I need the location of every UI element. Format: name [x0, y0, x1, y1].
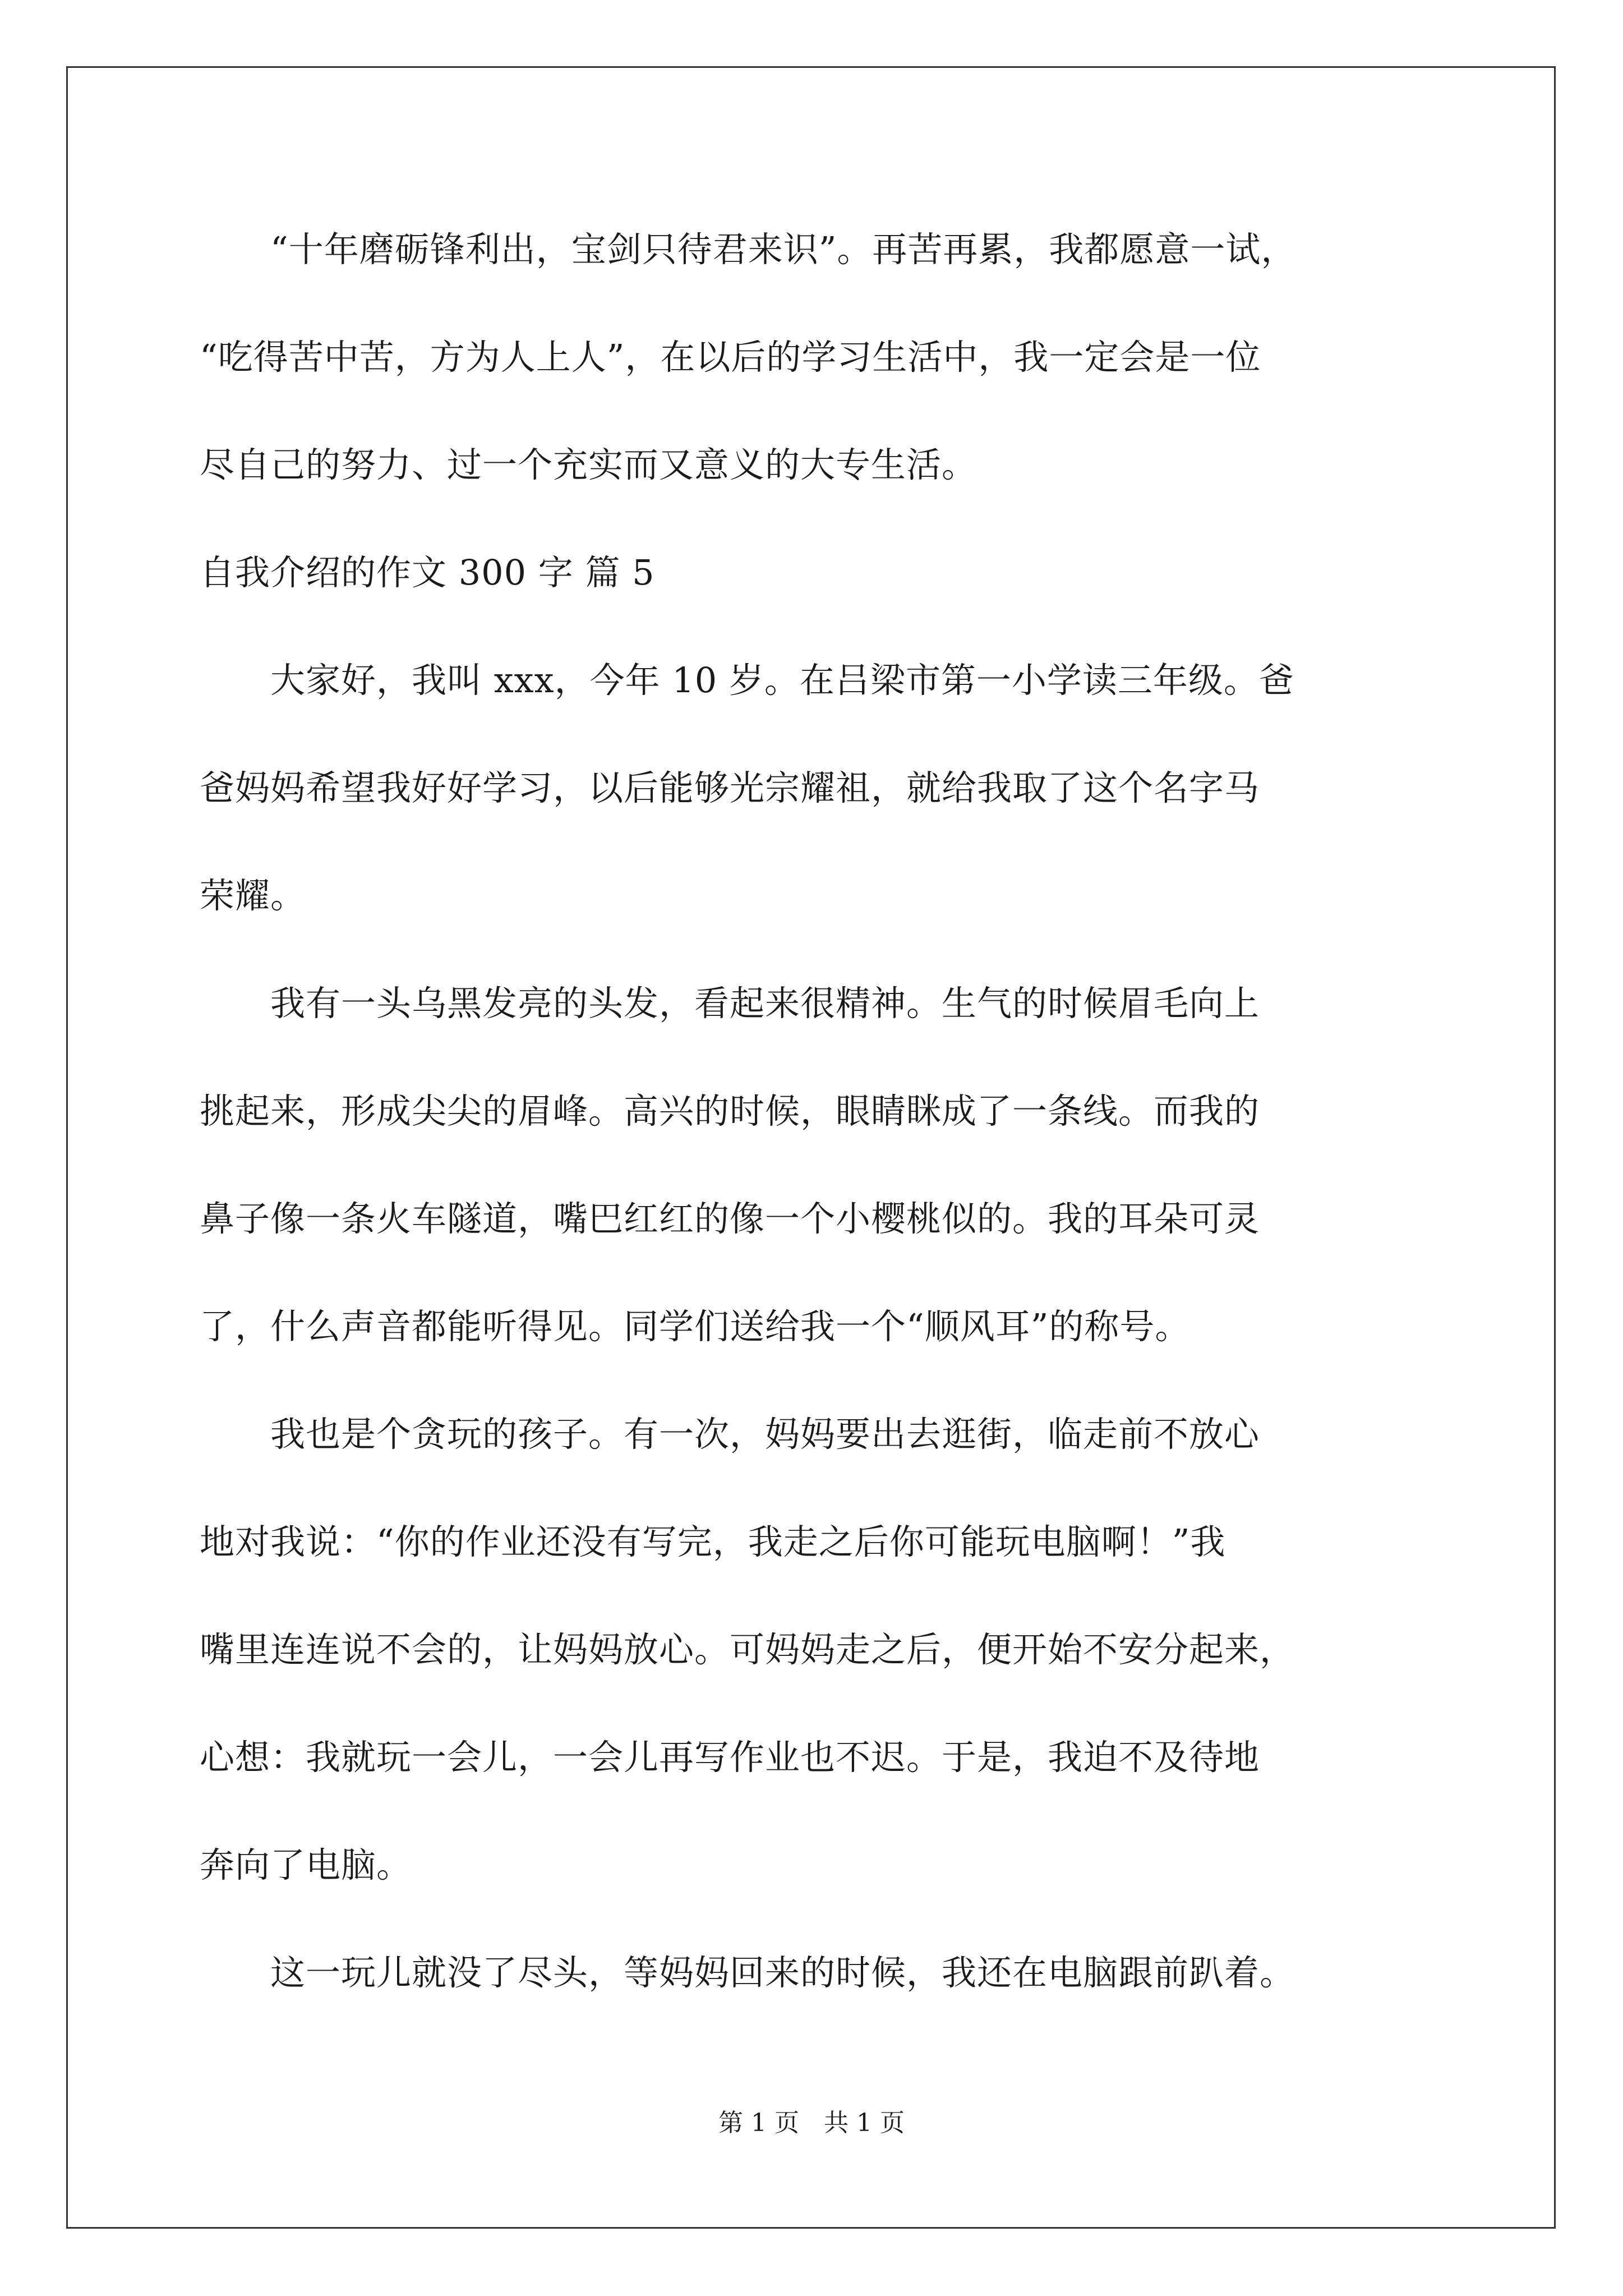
paragraph-line: 我也是个贪玩的孩子。有一次，妈妈要出去逛街，临走前不放心 [200, 1414, 1260, 1455]
paragraph-line: 尽自己的努力、过一个充实而又意义的大专生活。 [200, 444, 978, 485]
page-number-footer: 第 1 页 共 1 页 [718, 2109, 905, 2137]
paragraph-line: 心想：我就玩一会儿，一会儿再写作业也不迟。于是，我迫不及待地 [200, 1737, 1260, 1778]
paragraph-line: 鼻子像一条火车隧道，嘴巴红红的像一个小樱桃似的。我的耳朵可灵 [200, 1198, 1260, 1239]
paragraph-line: 这一玩儿就没了尽头，等妈妈回来的时候，我还在电脑跟前趴着。 [200, 1952, 1295, 1993]
paragraph-line: 嘴里连连说不会的，让妈妈放心。可妈妈走之后，便开始不安分起来， [200, 1629, 1295, 1670]
paragraph-line: 爸妈妈希望我好好学习，以后能够光宗耀祖，就给我取了这个名字马 [200, 767, 1260, 808]
section-heading: 自我介绍的作文 300 字 篇 5 [200, 552, 655, 593]
paragraph-line: 奔向了电脑。 [200, 1844, 412, 1885]
paragraph-line: 我有一头乌黑发亮的头发，看起来很精神。生气的时候眉毛向上 [200, 983, 1260, 1024]
paragraph-line: 荣耀。 [200, 875, 306, 916]
paragraph-line: 挑起来，形成尖尖的眉峰。高兴的时候，眼睛眯成了一条线。而我的 [200, 1091, 1260, 1131]
paragraph-line: 大家好，我叫 xxx，今年 10 岁。在吕梁市第一小学读三年级。爸 [200, 660, 1294, 701]
paragraph-line: 了，什么声音都能听得见。同学们送给我一个“顺风耳”的称号。 [200, 1306, 1191, 1347]
page-border [66, 66, 1556, 2229]
paragraph-line: 地对我说：“你的作业还没有写完，我走之后你可能玩电脑啊！”我 [200, 1521, 1226, 1562]
paragraph-line: “十年磨砺锋利出，宝剑只待君来识”。再苦再累，我都愿意一试， [200, 229, 1297, 270]
paragraph-line: “吃得苦中苦，方为人上人”，在以后的学习生活中，我一定会是一位 [200, 337, 1261, 378]
